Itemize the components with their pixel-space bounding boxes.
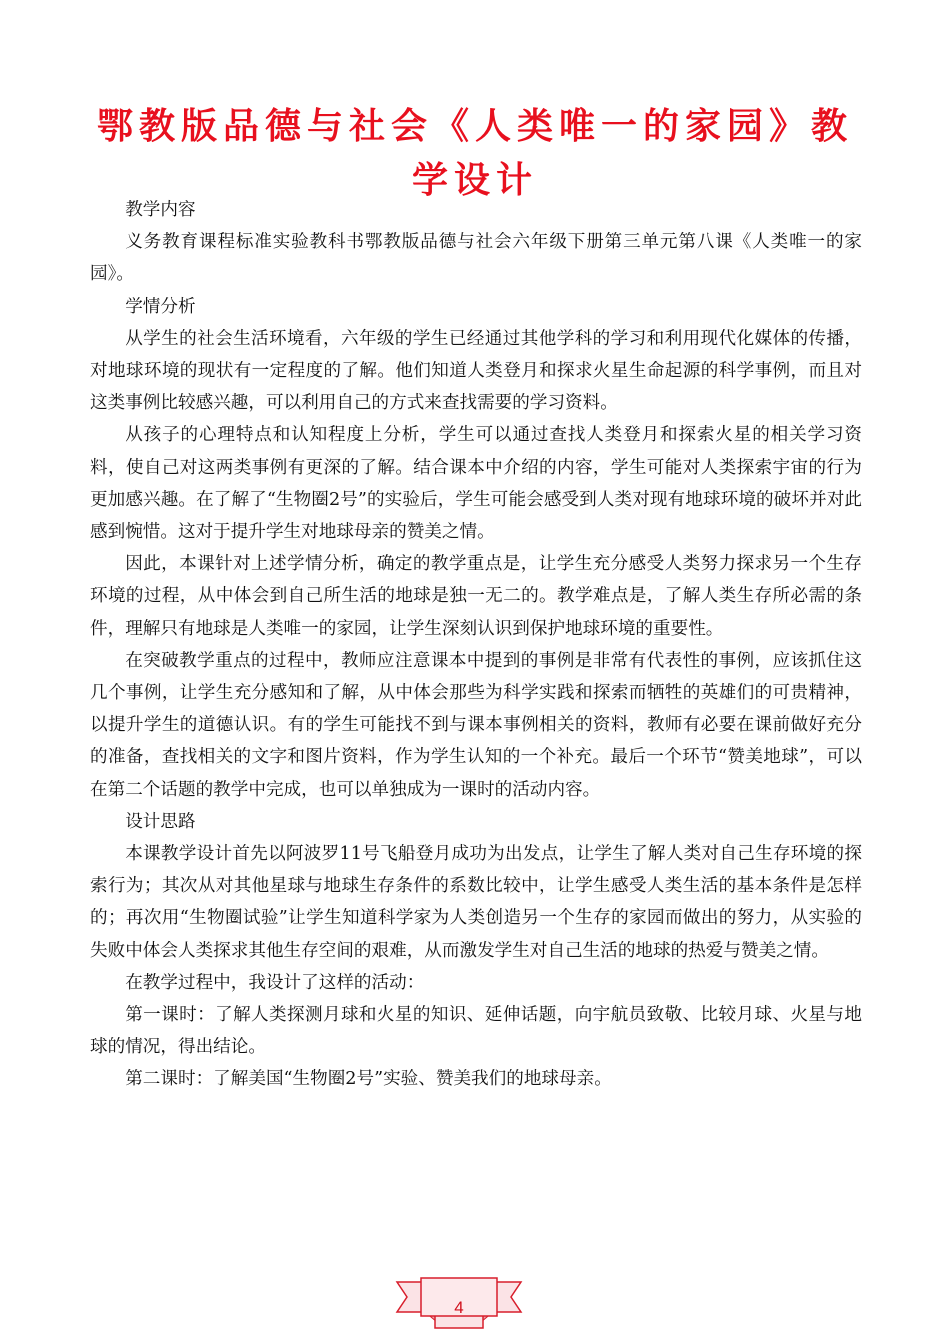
section-heading-analysis: 学情分析 bbox=[125, 296, 196, 317]
paragraph-design-1: 本课教学设计首先以阿波罗11号飞船登月成功为出发点，让学生了解人类对自己生存环境的探索行为；其次从对其他星球与地球生存条件的系数比较中，让学生感受人类生活的基本条件是怎样的；再次用“生物圈试验”让学生知道科学家为人类创造另一个生存的家园而做出的努力，从实验的失败中体会人类探求其他生存空间的艰难，从而激发学生对自己生活的地球的热爱与赞美之情。 bbox=[90, 844, 862, 961]
paragraph-analysis-2: 从孩子的心理特点和认知程度上分析，学生可以通过查找人类登月和探索火星的相关学习资料，使自己对这两类事例有更深的了解。结合课本中介绍的内容，学生可能对人类探索宇宙的行为更加感兴趣。在了解了“生物圈2号”的实验后，学生可能会感受到人类对现有地球环境的破坏并对此感到惋惜。这对于提升学生对地球母亲的赞美之情。 bbox=[90, 425, 862, 543]
section-heading-design: 设计思路 bbox=[125, 811, 196, 832]
paragraph-analysis-3: 因此，本课针对上述学情分析，确定的教学重点是，让学生充分感受人类努力探求另一个生存环境的过程，从中体会到自己所生活的地球是独一无二的。教学难点是，了解人类生存所必需的条件，理解只有地球是人类唯一的家园，让学生深刻认识到保护地球环境的重要性。 bbox=[90, 554, 862, 639]
paragraph-analysis-1: 从学生的社会生活环境看，六年级的学生已经通过其他学科的学习和利用现代化媒体的传播，对地球环境的现状有一定程度的了解。他们知道人类登月和探求火星生命起源的科学事例，而且对这类事例比较感兴趣，可以利用自己的方式来查找需要的学习资料。 bbox=[90, 328, 862, 414]
paragraph-lesson-2: 第二课时：了解美国“生物圈2号”实验、赞美我们的地球母亲。 bbox=[125, 1069, 612, 1090]
section-heading-content: 教学内容 bbox=[125, 200, 196, 220]
paragraph-design-2: 在教学过程中，我设计了这样的活动： bbox=[125, 972, 425, 993]
paragraph-lesson-1: 第一课时：了解人类探测月球和火星的知识、延伸话题，向宇航员致敬、比较月球、火星与地球的情况，得出结论。 bbox=[90, 1005, 862, 1058]
paragraph-content: 义务教育课程标准实验教科书鄂教版品德与社会六年级下册第三单元第八课《人类唯一的家园》。 bbox=[90, 232, 862, 285]
page-number: 4 bbox=[454, 1298, 464, 1317]
document-title: 鄂教版品德与社会《人类唯一的家园》教学设计 bbox=[96, 106, 853, 201]
document-body bbox=[90, 194, 862, 1096]
paragraph-analysis-4: 在突破教学重点的过程中，教师应注意课本中提到的事例是非常有代表性的事例，应该抓住这几个事例，让学生充分感知和了解，从中体会那些为科学实践和探索而牺牲的英雄们的可贵精神，以提升学生的道德认识。有的学生可能找不到与课本事例相关的资料，教师有必要在课前做好充分的准备，查找相关的文字和图片资料，作为学生认知的一个补充。最后一个环节“赞美地球”，可以在第二个话题的教学中完成，也可以单独成为一课时的活动内容。 bbox=[90, 650, 862, 800]
